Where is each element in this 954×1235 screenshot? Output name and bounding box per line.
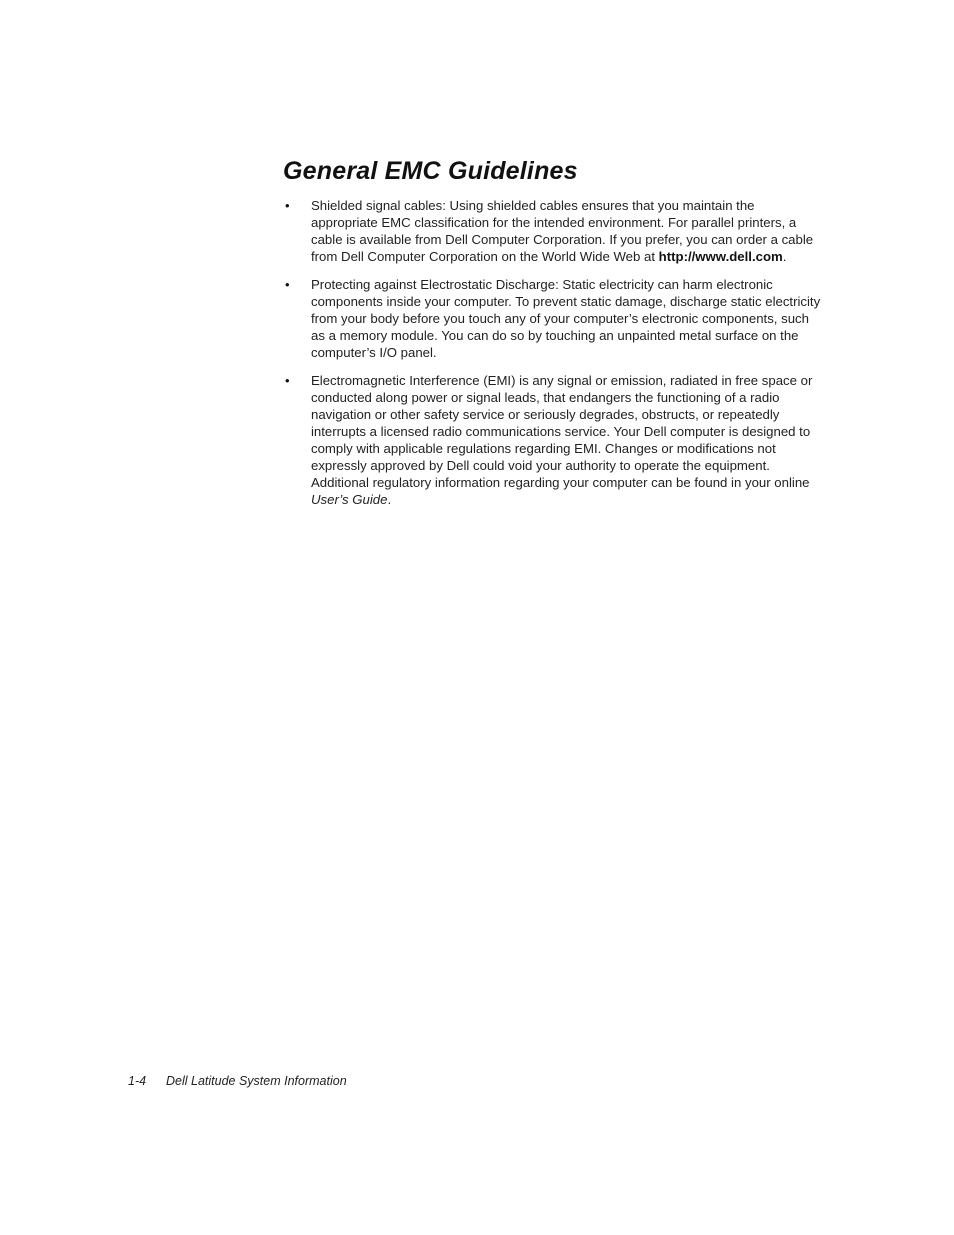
guidelines-list xyxy=(283,197,823,519)
bullet-icon: • xyxy=(285,277,290,292)
list-item-esd xyxy=(283,276,823,361)
page-number: 1-4 xyxy=(128,1074,147,1088)
bullet-icon: • xyxy=(285,198,290,213)
document-title: Dell Latitude System Information xyxy=(166,1074,347,1088)
page-footer xyxy=(128,1074,347,1088)
emi-text: Electromagnetic Interference (EMI) is any signal or emission, radiated in free space or conducted along power or signal leads, that endangers the functioning of a radio navigation or other safety service or seriously degrades, obstructs, or repeatedly interrupts a licensed radio communications service. Your Dell computer is designed to comply with applicable regulations regarding EMI. Changes or modifications not expressly approved by Dell could void your authority to operate the equipment. Additional regulatory information regarding your computer can be found in your online xyxy=(311,373,813,490)
shielded-cables-period: . xyxy=(782,249,787,264)
list-item-shielded-cables xyxy=(283,197,823,265)
emi-period: . xyxy=(387,492,392,507)
list-item-emi xyxy=(283,372,823,508)
bullet-icon: • xyxy=(285,373,290,388)
dell-website-link[interactable]: http://www.dell.com xyxy=(658,249,783,264)
shielded-cables-text: Shielded signal cables: Using shielded cables ensures that you maintain the appropriate EMC classification for the intended environment. For parallel printers, a cable is available from Dell Computer Corporation. If you prefer, you can order a cable from Dell Computer Corporation on the World Wide Web at xyxy=(311,198,814,264)
section-title: General EMC Guidelines xyxy=(283,157,578,185)
esd-text: Protecting against Electrostatic Discharge: Static electricity can harm electronic components inside your computer. To prevent static damage, discharge static electricity from your body before you touch any of your computer’s electronic components, such as a memory module. You can do so by touching an unpainted metal surface on the computer’s I/O panel. xyxy=(311,277,821,360)
users-guide-reference: User’s Guide xyxy=(311,492,388,507)
